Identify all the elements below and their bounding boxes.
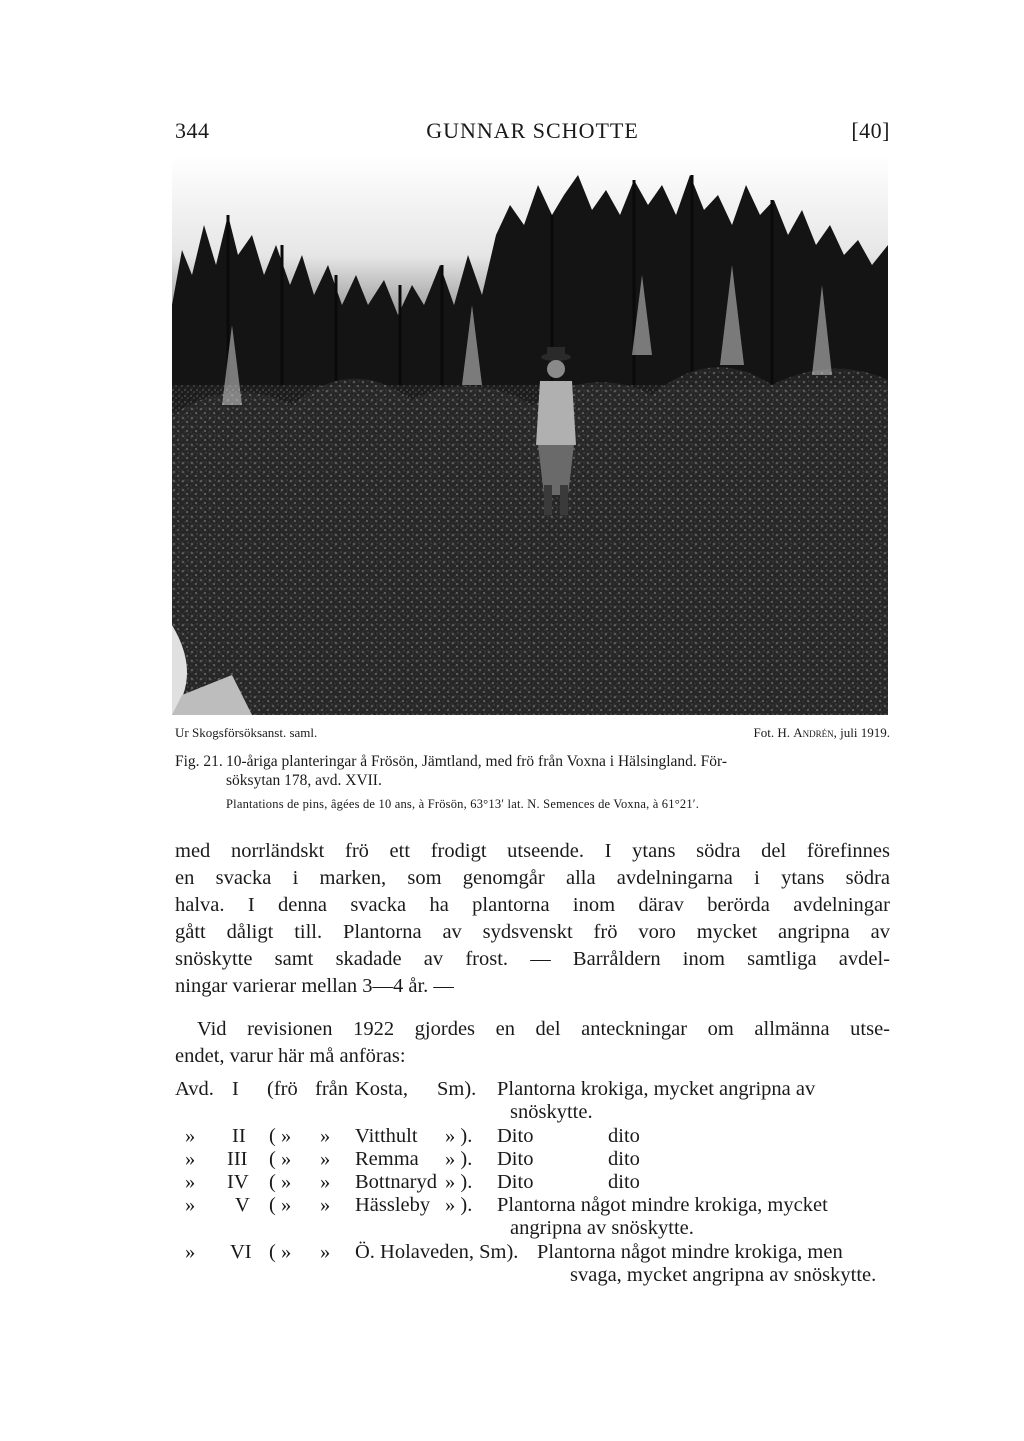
caption-line: söksytan 178, avd. XVII. <box>226 772 382 789</box>
list-item: » IV ( » » Bottnaryd » ). Dito dito <box>185 1171 640 1193</box>
figure-label: Fig. 21. <box>175 753 223 770</box>
figure-caption <box>175 752 890 814</box>
original-page-number: [40] <box>851 118 890 143</box>
text-line: gått dåligt till. Plantorna av sydsvenskt frö voro mycket angripna av <box>175 921 890 943</box>
paragraph <box>175 838 890 1000</box>
photographer-credit: Fot. H. Andrén, juli 1919. <box>753 725 890 740</box>
text-line: med norrländskt frö ett frodigt utseende. I ytans södra del förefinnes <box>175 840 890 862</box>
list-item: Avd. I (frö från Kosta, Sm). Plantorna krokiga, mycket angripna av snöskytte. <box>175 1078 816 1123</box>
list-item: » VI ( » » Ö. Holaveden, Sm). Plantorna något mindre krokiga, men svaga, mycket angripna av snöskytte. <box>185 1241 877 1286</box>
text-line: en svacka i marken, som genomgår alla avdelningarna i ytans södra <box>175 867 890 889</box>
text-line: endet, varur här må anföras: <box>175 1045 406 1067</box>
avdelning-list <box>175 1078 890 1288</box>
paragraph <box>175 1016 890 1070</box>
list-item: » V ( » » Hässleby » ). Plantorna något mindre krokiga, mycket angripna av snöskytte. <box>185 1194 828 1239</box>
forest-photograph <box>172 155 888 715</box>
text-line: snöskytte samt skadade av frost. — Barråldern inom samtliga avdel- <box>175 948 890 970</box>
page-number: 344 <box>175 118 210 143</box>
caption-french: Plantations de pins, âgées de 10 ans, à Frösön, 63°13′ lat. N. Semences de Voxna, à 61°21′. <box>226 797 700 811</box>
text-line: halva. I denna svacka ha plantorna inom därav berörda avdelningar <box>175 894 890 916</box>
text-line: ningar varierar mellan 3—4 år. — <box>175 975 454 997</box>
list-item: » II ( » » Vitthult » ). Dito dito <box>185 1125 640 1147</box>
source-credit: Ur Skogsförsöksanst. saml. <box>175 725 318 740</box>
photographer-name: Andrén, <box>793 725 837 740</box>
photo-credits <box>175 725 890 745</box>
text-line: Vid revisionen 1922 gjordes en del anteckningar om allmänna utse- <box>197 1018 890 1040</box>
running-head-author: GUNNAR SCHOTTE <box>426 118 639 143</box>
caption-line: 10-åriga planteringar å Frösön, Jämtland, med frö från Voxna i Hälsingland. För- <box>226 753 728 770</box>
running-head <box>175 118 890 146</box>
list-item: » III ( » » Remma » ). Dito dito <box>185 1148 640 1170</box>
